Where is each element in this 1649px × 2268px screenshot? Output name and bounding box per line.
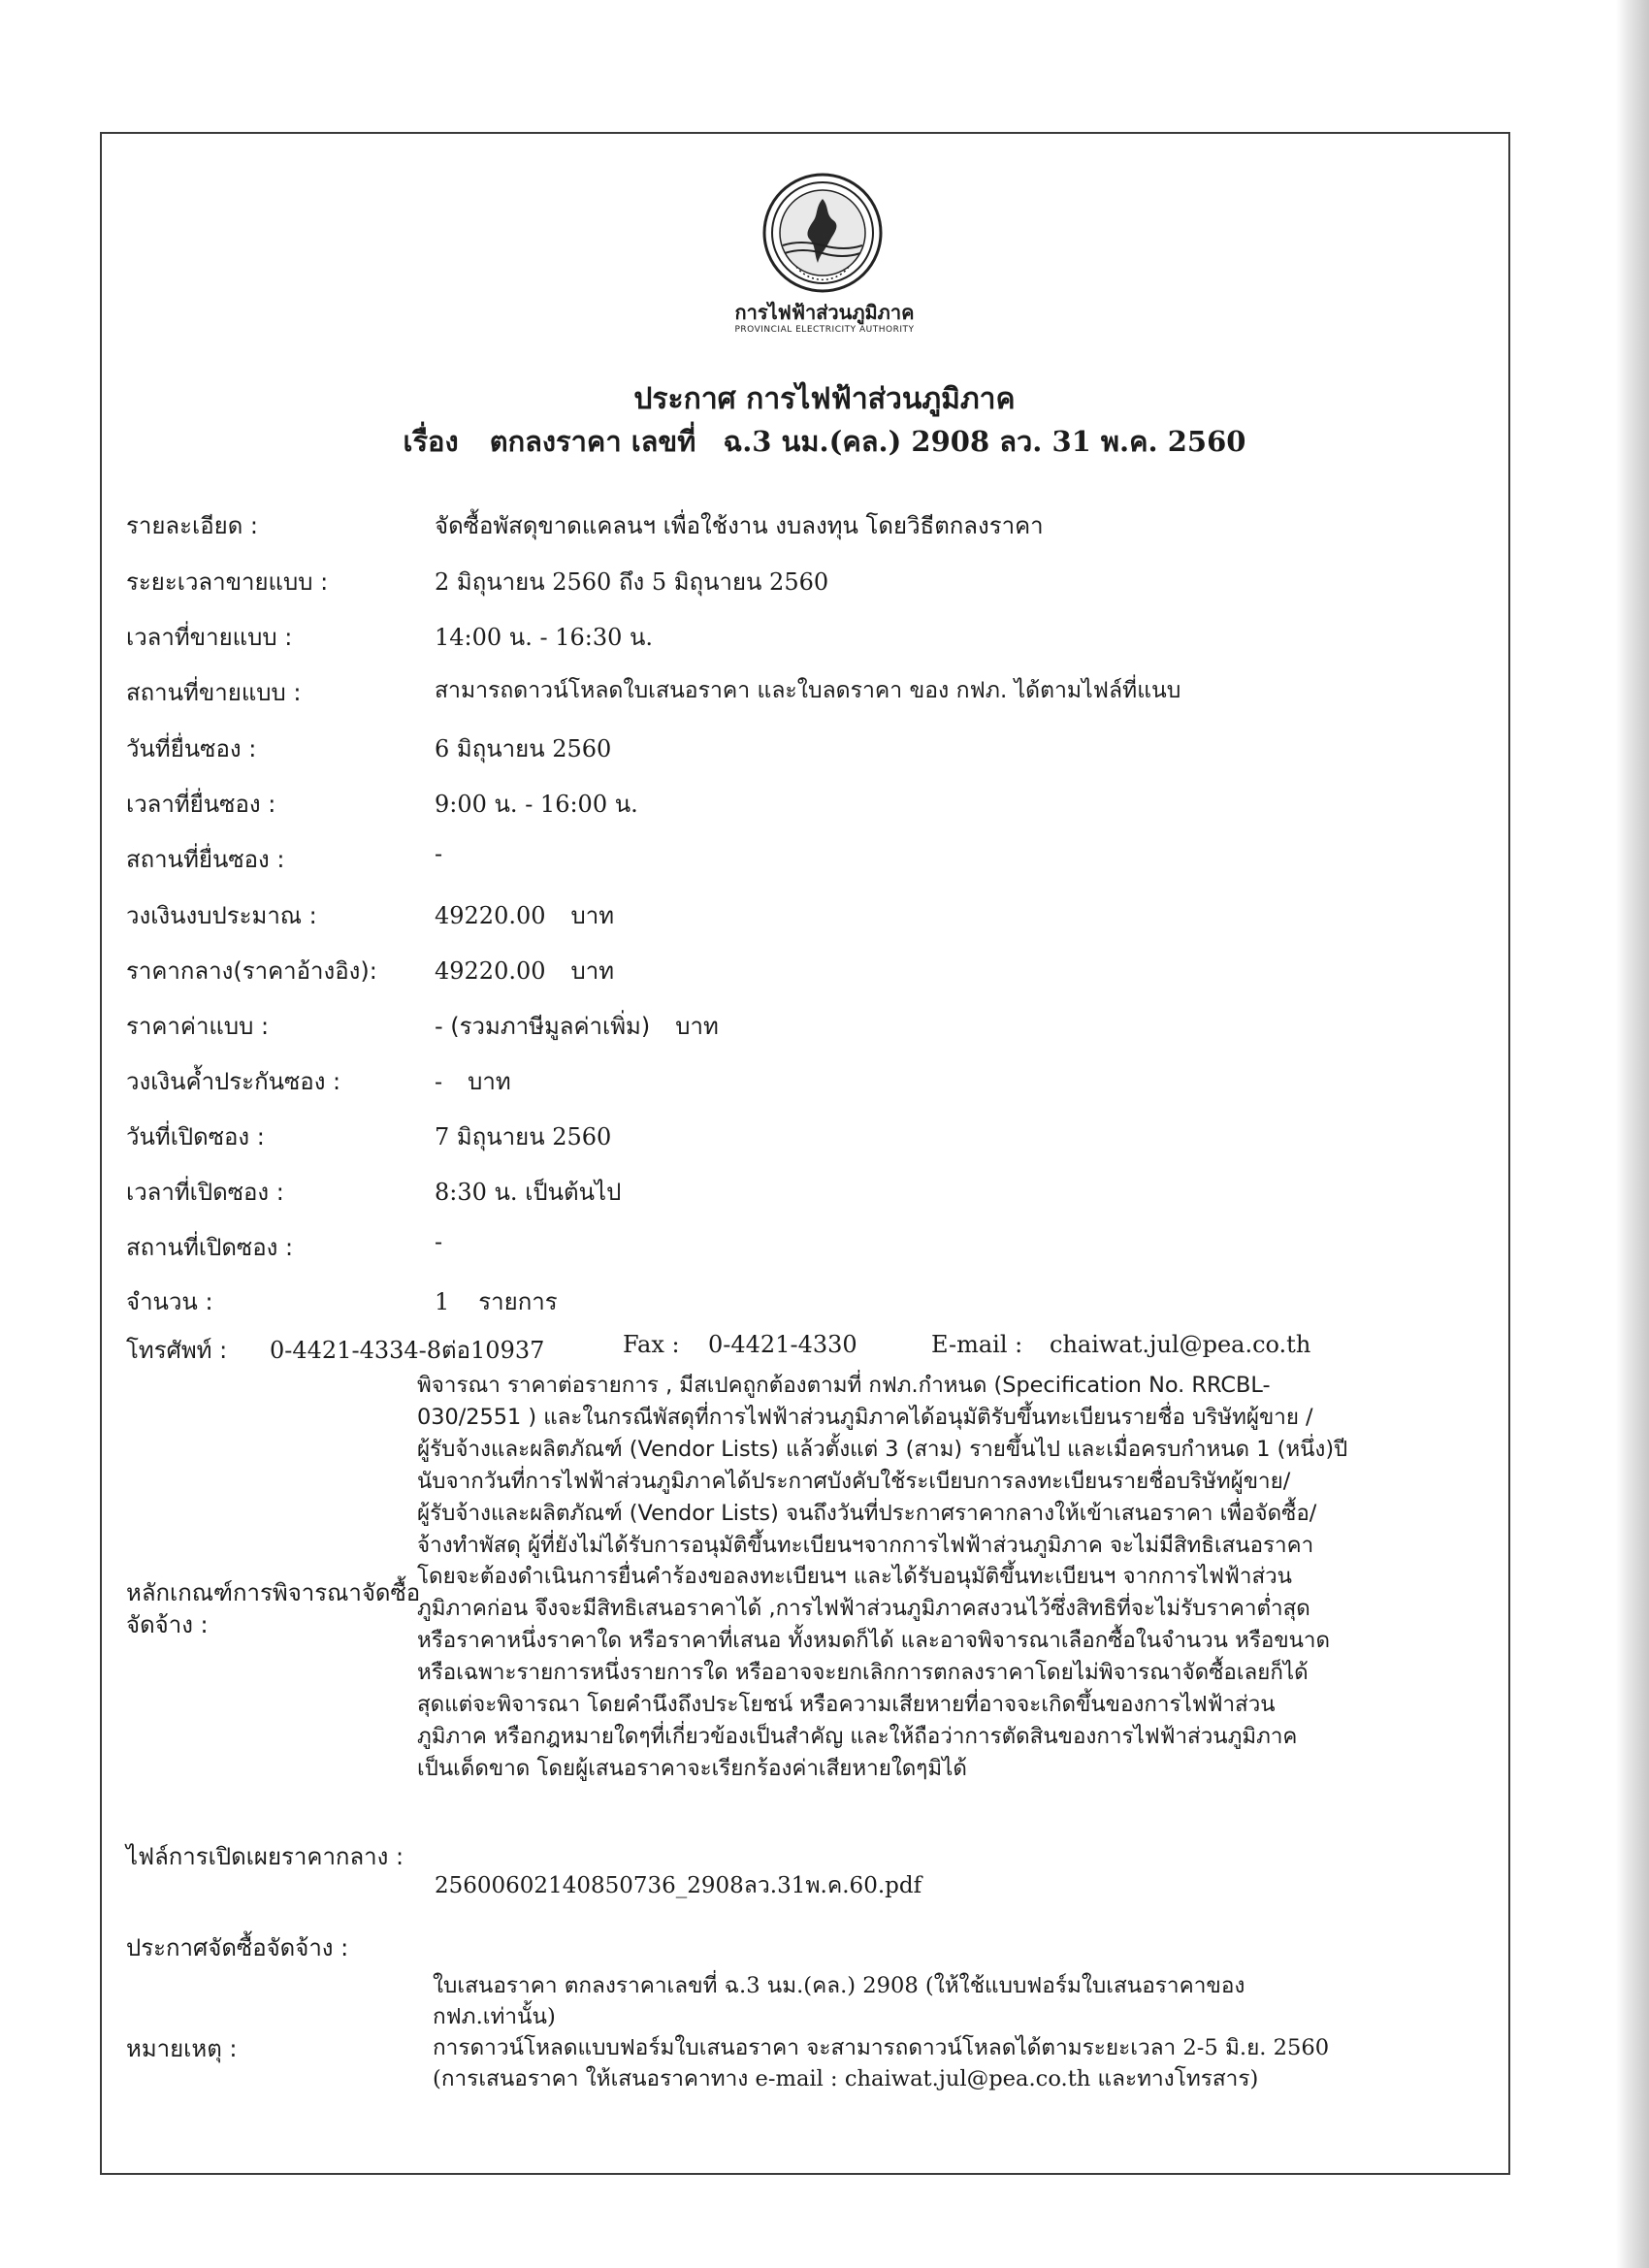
remarks-line: กฟภ.เท่านั้น): [433, 2004, 556, 2029]
criteria-line: สุดแต่จะพิจารณา โดยคำนึงถึงประโยชน์ หรือความเสียหายที่อาจจะเกิดขึ้นของการไฟฟ้าส่วน: [417, 1692, 1276, 1718]
phone-label: โทรศัพท์ :: [126, 1337, 228, 1364]
median-price-amount: 49220.00: [435, 957, 546, 985]
criteria-line: หรือราคาหนึ่งราคาใด หรือราคาที่เสนอ ทั้งหมดก็ได้ และอาจพิจารณาเลือกซื้อในจำนวน หรือขนาด: [417, 1628, 1331, 1654]
remarks-line: (การเสนอราคา ให้เสนอราคาทาง e-mail : chaiwat.jul@pea.co.th และทางโทรสาร): [433, 2066, 1259, 2091]
field-value-details: จัดซื้อพัสดุขาดแคลนฯ เพื่อใช้งาน งบลงทุน โดยวิธีตกลงราคา: [435, 512, 1044, 539]
field-label-quantity: จำนวน :: [126, 1288, 213, 1315]
field-label-sale-time: เวลาที่ขายแบบ :: [126, 624, 293, 651]
field-value-open-place: -: [435, 1228, 443, 1255]
subject-value: ตกลงราคา เลขที่: [489, 425, 696, 458]
fax-label: Fax :: [623, 1331, 680, 1358]
field-value-quantity: [435, 1282, 558, 1320]
document-fee-unit: บาท: [675, 1013, 719, 1040]
field-label-submit-place: สถานที่ยื่นซอง :: [126, 846, 285, 873]
field-value-sale-place: สามารถดาวน์โหลดใบเสนอราคา และใบลดราคา ของ กฟภ. ได้ตามไฟล์ที่แนบ: [435, 678, 1181, 703]
announcement-subject: [291, 419, 1358, 464]
field-value-sale-period: 2 มิถุนายน 2560 ถึง 5 มิถุนายน 2560: [435, 568, 829, 596]
field-label-open-date: วันที่เปิดซอง :: [126, 1123, 265, 1150]
field-label-open-time: เวลาที่เปิดซอง :: [126, 1179, 284, 1206]
quantity-unit: รายการ: [478, 1288, 558, 1315]
field-label-median-price: ราคากลาง(ราคาอ้างอิง):: [126, 957, 377, 985]
announcement-title: ประกาศ การไฟฟ้าส่วนภูมิภาค: [633, 382, 1016, 416]
price-file-link[interactable]: 25600602140850736_2908ลว.31พ.ค.60.pdf: [435, 1873, 922, 1898]
criteria-line: จ้างทำพัสดุ ผู้ที่ยังไม่ได้รับการอนุมัติขึ้นทะเบียนฯจากการไฟฟ้าส่วนภูมิภาค จะไม่มีสิทธิเสนอราคา: [417, 1532, 1314, 1558]
remarks-line: การดาวน์โหลดแบบฟอร์มใบเสนอราคา จะสามารถดาวน์โหลดได้ตามระยะเวลา 2-5 มิ.ย. 2560: [433, 2035, 1330, 2060]
field-label-bid-guarantee: วงเงินค้ำประกันซอง :: [126, 1068, 341, 1095]
fax-value: 0-4421-4330: [708, 1331, 857, 1358]
remarks-label: หมายเหตุ :: [126, 2035, 238, 2062]
scan-edge-shadow: [1616, 0, 1649, 2268]
bid-guarantee-unit: บาท: [468, 1068, 511, 1095]
field-label-submit-time: เวลาที่ยื่นซอง :: [126, 791, 276, 818]
criteria-line: เป็นเด็ดขาด โดยผู้เสนอราคาจะเรียกร้องค่าเสียหายใดๆมิได้: [417, 1755, 967, 1781]
field-label-sale-place: สถานที่ขายแบบ :: [126, 679, 302, 706]
field-label-budget: วงเงินงบประมาณ :: [126, 902, 317, 929]
field-value-bid-guarantee: [435, 1062, 511, 1100]
org-name-thai: การไฟฟ้าส่วนภูมิภาค: [734, 301, 915, 324]
field-value-submit-time: 9:00 น. - 16:00 น.: [435, 791, 638, 818]
field-label-document-fee: ราคาค่าแบบ :: [126, 1013, 270, 1040]
criteria-paragraph: [417, 1370, 1523, 1785]
field-value-open-time: 8:30 น. เป็นต้นไป: [435, 1179, 622, 1206]
field-label-open-place: สถานที่เปิดซอง :: [126, 1234, 294, 1261]
phone-value: 0-4421-4334-8ต่อ10937: [270, 1337, 545, 1364]
budget-unit: บาท: [570, 902, 615, 929]
email-value: chaiwat.jul@pea.co.th: [1050, 1331, 1311, 1358]
field-value-median-price: [435, 952, 614, 989]
remarks-line: ใบเสนอราคา ตกลงราคาเลขที่ ฉ.3 นม.(คล.) 2908 (ให้ใช้แบบฟอร์มใบเสนอราคาของ: [433, 1973, 1245, 1998]
document-fee-amount: - (รวมภาษีมูลค่าเพิ่ม): [435, 1013, 651, 1040]
bid-guarantee-amount: -: [435, 1068, 443, 1095]
criteria-line: หรือเฉพาะรายการหนึ่งรายการใด หรืออาจจะยกเลิกการตกลงราคาโดยไม่พิจารณาจัดซื้อเลยก็ได้: [417, 1660, 1309, 1686]
criteria-line: นับจากวันที่การไฟฟ้าส่วนภูมิภาคได้ประกาศบังคับใช้ระเบียบการลงทะเบียนรายชื่อบริษัทผู้ขาย/: [417, 1468, 1291, 1494]
subject-label: เรื่อง: [403, 425, 459, 458]
field-value-submit-place: -: [435, 840, 443, 867]
org-name-english: PROVINCIAL ELECTRICITY AUTHORITY: [734, 325, 915, 335]
email-label: E-mail :: [931, 1331, 1023, 1358]
criteria-label: หลักเกณฑ์การพิจารณาจัดซื้อจัดจ้าง :: [126, 1579, 421, 1638]
criteria-line: ภูมิภาคก่อน จึงจะมีสิทธิเสนอราคาได้ ,การไฟฟ้าส่วนภูมิภาคสงวนไว้ซึ่งสิทธิที่จะไม่รับราคาต่ำสุด: [417, 1596, 1310, 1622]
field-value-sale-time: 14:00 น. - 16:30 น.: [435, 624, 654, 651]
criteria-line: 030/2551 ) และในกรณีพัสดุที่การไฟฟ้าส่วนภูมิภาคได้อนุมัติรับขึ้นทะเบียนรายชื่อ บริษัทผู้ขาย /: [417, 1404, 1313, 1430]
median-price-unit: บาท: [570, 957, 615, 985]
criteria-line: โดยจะต้องดำเนินการยื่นคำร้องขอลงทะเบียนฯ และได้รับอนุมัติขึ้นทะเบียนฯ จากการไฟฟ้าส่วน: [417, 1564, 1292, 1590]
subject-ref: ฉ.3 นม.(คล.) 2908 ลว. 31 พ.ค. 2560: [723, 425, 1246, 458]
budget-amount: 49220.00: [435, 902, 546, 929]
criteria-line: พิจารณา ราคาต่อรายการ , มีสเปคถูกต้องตามที่ กฟภ.กำหนด (Specification No. RRCBL-: [417, 1373, 1271, 1398]
remarks-block: [433, 1970, 1500, 2094]
price-file-label: ไฟล์การเปิดเผยราคากลาง :: [126, 1843, 404, 1870]
contact-row: [126, 1331, 1329, 1364]
field-value-submit-date: 6 มิถุนายน 2560: [435, 735, 612, 762]
field-label-sale-period: ระยะเวลาขายแบบ :: [126, 568, 329, 596]
field-label-submit-date: วันที่ยื่นซอง :: [126, 735, 257, 762]
field-value-document-fee: [435, 1007, 719, 1045]
field-value-open-date: 7 มิถุนายน 2560: [435, 1123, 612, 1150]
quantity-amount: 1: [435, 1288, 450, 1315]
criteria-line: ผู้รับจ้างและผลิตภัณฑ์ (Vendor Lists) แล้วตั้งแต่ 3 (สาม) รายขึ้นไป และเมื่อครบกำหนด 1 (หนึ่ง)ปี: [417, 1436, 1348, 1462]
criteria-line: ผู้รับจ้างและผลิตภัณฑ์ (Vendor Lists) จนถึงวันที่ประกาศราคากลางให้เข้าเสนอราคา เพื่อจัดซื้อ/: [417, 1500, 1317, 1526]
pea-emblem-icon: [761, 172, 884, 294]
procurement-notice-label: ประกาศจัดซื้อจัดจ้าง :: [126, 1934, 349, 1961]
criteria-line: ภูมิภาค หรือกฎหมายใดๆที่เกี่ยวข้องเป็นสำคัญ และให้ถือว่าการตัดสินของการไฟฟ้าส่วนภูมิภาค: [417, 1723, 1298, 1749]
field-label-details: รายละเอียด :: [126, 512, 259, 539]
field-value-budget: [435, 896, 614, 934]
